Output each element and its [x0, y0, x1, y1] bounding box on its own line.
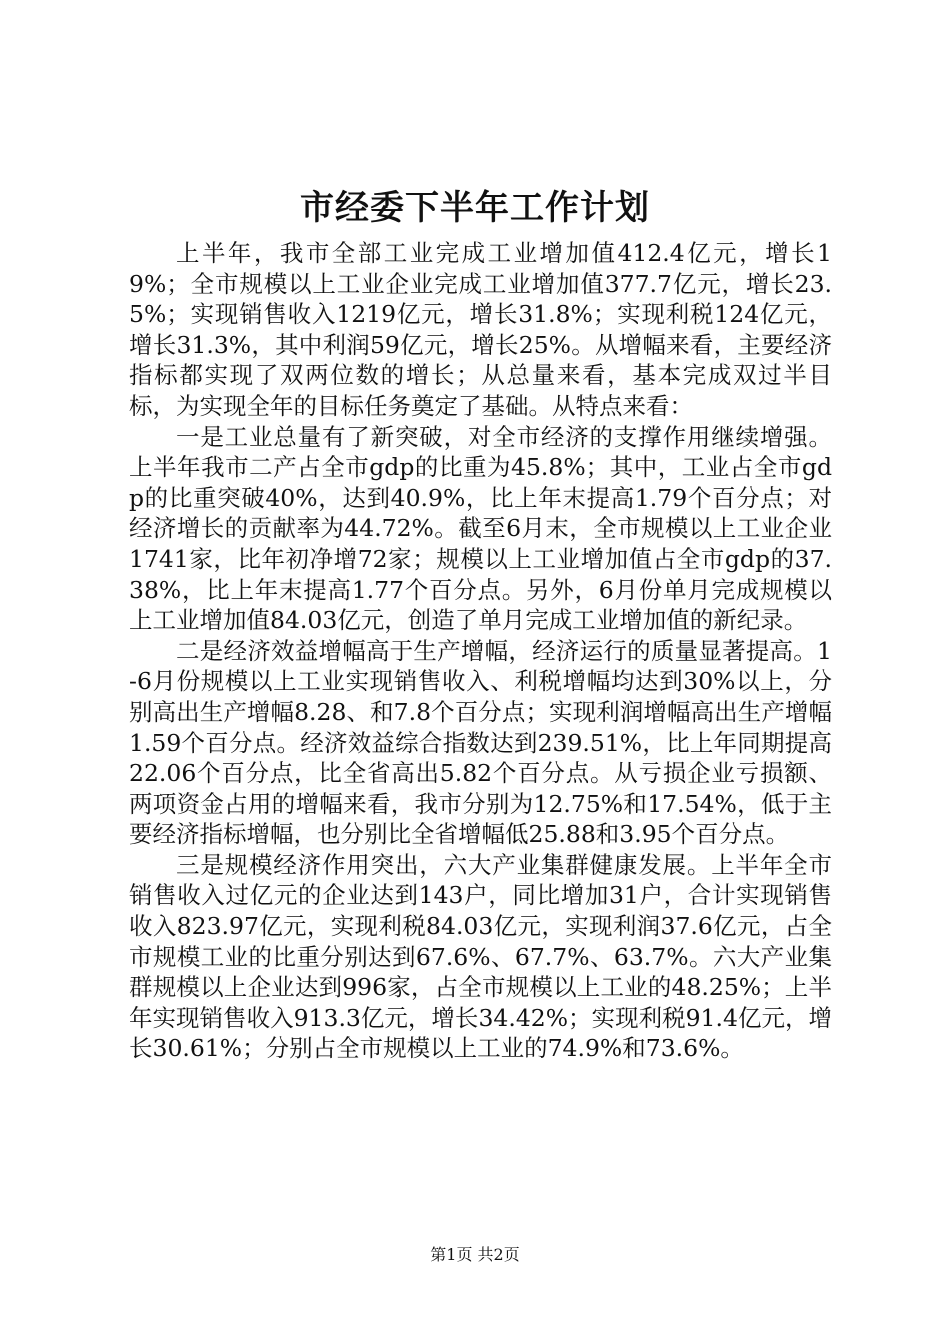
document-body [129, 238, 832, 1064]
page-footer: 第1页 共2页 [430, 1245, 520, 1264]
document-title: 市经委下半年工作计划 [300, 188, 650, 228]
paragraph-intro: 上半年，我市全部工业完成工业增加值412.4亿元，增长19%；全市规模以上工业企业完成工业增加值377.7亿元，增长23.5%；实现销售收入1219亿元，增长31.8%；实现利税124亿元，增长31.3%，其中利润59亿元，增长25%。从增幅来看，主要经济指标都实现了双两位数的增长；从总量来看，基本完成双过半目标，为实现全年的目标任务奠定了基础。从特点来看： [129, 239, 832, 420]
paragraph-point-three: 三是规模经济作用突出，六大产业集群健康发展。上半年全市销售收入过亿元的企业达到143户，同比增加31户，合计实现销售收入823.97亿元，实现利税84.03亿元，实现利润37.6亿元，占全市规模工业的比重分别达到67.6%、67.7%、63.7%。六大产业集群规模以上企业达到996家，占全市规模以上工业的48.25%；上半年实现销售收入913.3亿元，增长34.42%；实现利税91.4亿元，增长30.61%；分别占全市规模以上工业的74.9%和73.6%。 [129, 850, 832, 1063]
paragraph-point-two: 二是经济效益增幅高于生产增幅，经济运行的质量显著提高。1-6月份规模以上工业实现销售收入、利税增幅均达到30%以上，分别高出生产增幅8.28、和7.8个百分点；实现利润增幅高出生产增幅1.59个百分点。经济效益综合指数达到239.51%，比上年同期提高22.06个百分点，比全省高出5.82个百分点。从亏损企业亏损额、两项资金占用的增幅来看，我市分别为12.75%和17.54%，低于主要经济指标增幅，也分别比全省增幅低25.88和3.95个百分点。 [129, 636, 832, 849]
paragraph-point-one: 一是工业总量有了新突破，对全市经济的支撑作用继续增强。上半年我市二产占全市gdp的比重为45.8%；其中，工业占全市gdp的比重突破40%，达到40.9%，比上年末提高1.79个百分点；对经济增长的贡献率为44.72%。截至6月末，全市规模以上工业企业1741家，比年初净增72家；规模以上工业增加值占全市gdp的37.38%，比上年末提高1.77个百分点。另外，6月份单月完成规模以上工业增加值84.03亿元，创造了单月完成工业增加值的新纪录。 [129, 422, 832, 635]
